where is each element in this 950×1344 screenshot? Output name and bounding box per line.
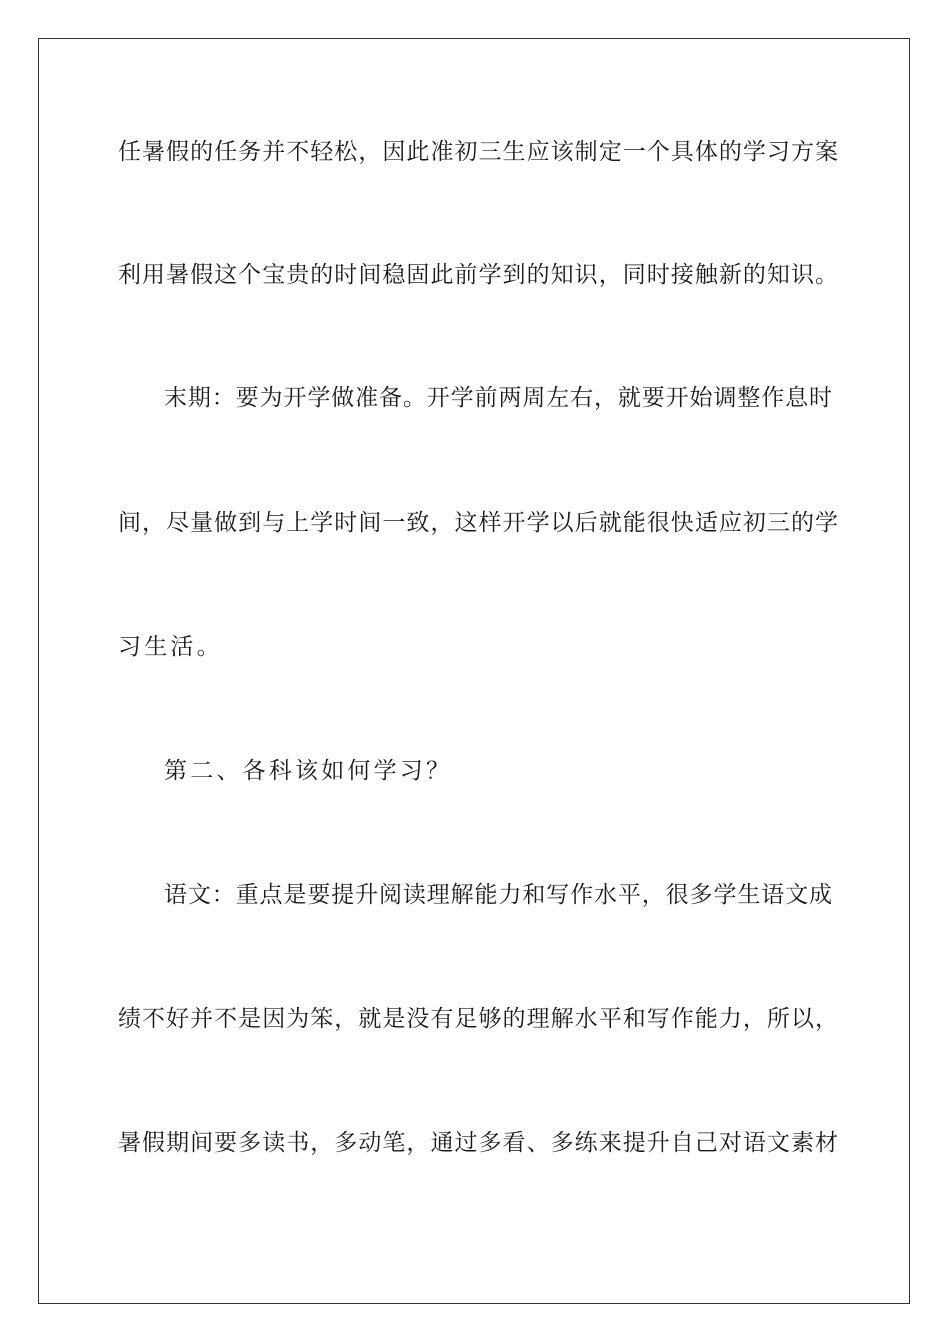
paragraph-line-4: 间，尽量做到与上学时间一致，这样开学以后就能很快适应初三的学	[118, 510, 838, 536]
paragraph-line-8: 绩不好并不是因为笨，就是没有足够的理解水平和写作能力，所以，	[118, 1006, 838, 1032]
paragraph-line-9: 暑假期间要多读书，多动笔，通过多看、多练来提升自己对语文素材	[118, 1130, 838, 1156]
paragraph-line-2: 利用暑假这个宝贵的时间稳固此前学到的知识，同时接触新的知识。	[118, 262, 838, 288]
paragraph-line-5: 习生活。	[118, 634, 223, 660]
paragraph-line-1: 任暑假的任务并不轻松，因此准初三生应该制定一个具体的学习方案	[118, 139, 838, 165]
page-border	[38, 38, 910, 1304]
section-heading: 第二、各科该如何学习？	[164, 758, 453, 784]
paragraph-line-3: 末期：要为开学做准备。开学前两周左右，就要开始调整作息时	[164, 385, 832, 411]
paragraph-line-7: 语文：重点是要提升阅读理解能力和写作水平，很多学生语文成	[164, 882, 832, 908]
